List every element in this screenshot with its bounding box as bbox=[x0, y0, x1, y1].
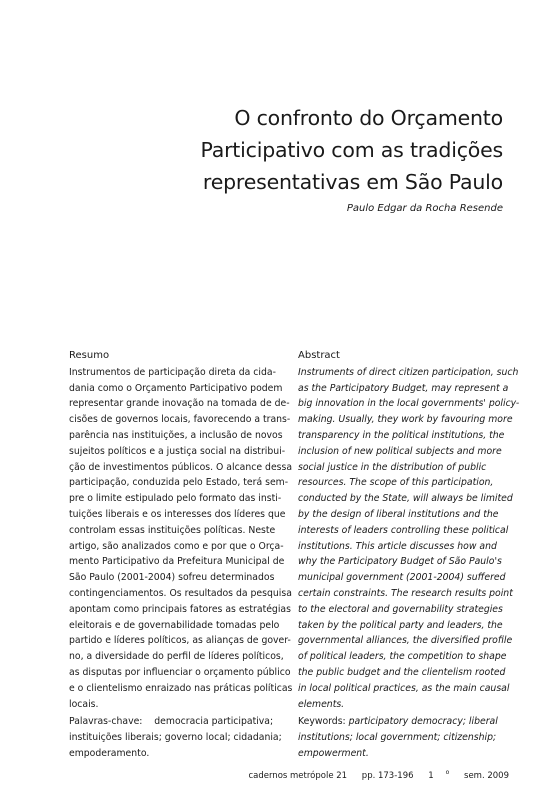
text-line: partido e líderes políticos, as alianças de gover- bbox=[69, 635, 291, 647]
semester-number: 1 bbox=[428, 770, 434, 781]
palavras-chave-block bbox=[69, 714, 282, 761]
text-line: Instrumentos de participação direta da cida- bbox=[69, 366, 276, 378]
text-line: sujeitos políticos e a justiça social na distribui- bbox=[69, 445, 286, 457]
title-line: O confronto do Orçamento bbox=[234, 106, 503, 130]
text-line: resources. The scope of this participation, bbox=[298, 477, 494, 489]
journal-name: cadernos metrópole 21 bbox=[248, 770, 348, 781]
text-line: Instruments of direct citizen participation, such bbox=[298, 366, 519, 378]
keywords-line: empoderamento. bbox=[69, 747, 150, 759]
text-line: tuições liberais e os interesses dos líderes que bbox=[69, 508, 286, 520]
text-line: dania como o Orçamento Participativo podem bbox=[69, 382, 283, 394]
text-line: inclusion of new political subjects and more bbox=[298, 445, 502, 457]
page-footer bbox=[248, 769, 509, 781]
text-line: representar grande inovação na tomada de de- bbox=[69, 398, 290, 410]
page-range: pp. 173-196 bbox=[361, 770, 414, 781]
text-line: interests of leaders controlling these political bbox=[298, 524, 509, 536]
keywords-text: participatory democracy; liberal bbox=[348, 716, 498, 728]
semester-ordinal: o bbox=[445, 769, 450, 776]
keywords-line: empowerment. bbox=[298, 747, 369, 759]
keywords-block bbox=[298, 714, 513, 761]
text-line: transparency in the political institutions, the bbox=[298, 429, 505, 441]
text-line: ção de investimentos públicos. O alcance dessa bbox=[69, 461, 293, 473]
title-line: Participativo com as tradições bbox=[200, 138, 503, 162]
abstract-body bbox=[298, 365, 520, 713]
title-line: representativas em São Paulo bbox=[202, 170, 503, 194]
semester-text: sem. 2009 bbox=[464, 770, 509, 781]
keywords-text: democracia participativa; bbox=[154, 716, 274, 728]
text-line: pre o limite estipulado pelo formato das insti- bbox=[69, 493, 282, 505]
text-line: elements. bbox=[298, 698, 345, 710]
keywords-label: Keywords: bbox=[298, 716, 346, 728]
text-line: certain constraints. The research results point bbox=[298, 587, 513, 599]
text-line: São Paulo (2001-2004) sofreu determinados bbox=[69, 572, 275, 584]
text-line: to the electoral and governability strategies bbox=[298, 603, 503, 615]
text-line: as disputas por influenciar o orçamento público bbox=[69, 666, 291, 678]
text-line: institutions. This article discusses how and bbox=[298, 540, 497, 552]
text-line: as the Participatory Budget, may represent a bbox=[298, 382, 509, 394]
text-line: no, a diversidade do perfil de líderes políticos, bbox=[69, 651, 284, 663]
semester bbox=[428, 771, 509, 781]
keywords-line: instituições liberais; governo local; cidadania; bbox=[69, 732, 282, 744]
text-line: the public budget and the clientelism rooted bbox=[298, 666, 506, 678]
text-line: contingenciamentos. Os resultados da pesquisa bbox=[69, 587, 292, 599]
resumo-heading: Resumo bbox=[69, 350, 110, 361]
text-line: apontam como principais fatores as estratégias bbox=[69, 603, 291, 615]
abstract-heading: Abstract bbox=[298, 350, 340, 361]
text-line: locais. bbox=[69, 698, 99, 710]
text-line: participação, conduzida pelo Estado, terá sem- bbox=[69, 477, 289, 489]
palavras-chave-label: Palavras-chave: bbox=[69, 716, 143, 728]
text-line: by the design of liberal institutions and the bbox=[298, 508, 499, 520]
keywords-line bbox=[69, 714, 279, 730]
article-title bbox=[83, 102, 503, 198]
text-line: social justice in the distribution of public bbox=[298, 461, 487, 473]
keywords-line: institutions; local government; citizenship; bbox=[298, 732, 497, 744]
text-line: conducted by the State, will always be limited bbox=[298, 493, 513, 505]
text-line: e o clientelismo enraizado nas práticas políticas bbox=[69, 682, 293, 694]
text-line: eleitorais e de governabilidade tomadas pelo bbox=[69, 619, 280, 631]
text-line: governmental alliances, the diversified profile bbox=[298, 635, 513, 647]
text-line: parência nas instituições, a inclusão de novos bbox=[69, 429, 283, 441]
text-line: big innovation in the local governments' policy- bbox=[298, 398, 520, 410]
text-line: in local political practices, as the main causal bbox=[298, 682, 510, 694]
keywords-line bbox=[298, 714, 513, 730]
resumo-column bbox=[69, 348, 293, 762]
text-line: artigo, são analizados como e por que o Orça- bbox=[69, 540, 284, 552]
text-line: making. Usually, they work by favouring more bbox=[298, 414, 513, 426]
abstract-column bbox=[298, 348, 520, 762]
text-line: of political leaders, the competition to shape bbox=[298, 651, 507, 663]
text-line: mento Participativo da Prefeitura Municipal de bbox=[69, 556, 285, 568]
resumo-body bbox=[69, 365, 293, 713]
text-line: municipal government (2001-2004) suffered bbox=[298, 572, 506, 584]
author-name: Paulo Edgar da Rocha Resende bbox=[346, 203, 503, 214]
text-line: taken by the political party and leaders, the bbox=[298, 619, 503, 631]
text-line: controlam essas instituições políticas. Neste bbox=[69, 524, 276, 536]
text-line: why the Participatory Budget of São Paulo's bbox=[298, 556, 502, 568]
text-line: cisões de governos locais, favorecendo a trans- bbox=[69, 414, 291, 426]
